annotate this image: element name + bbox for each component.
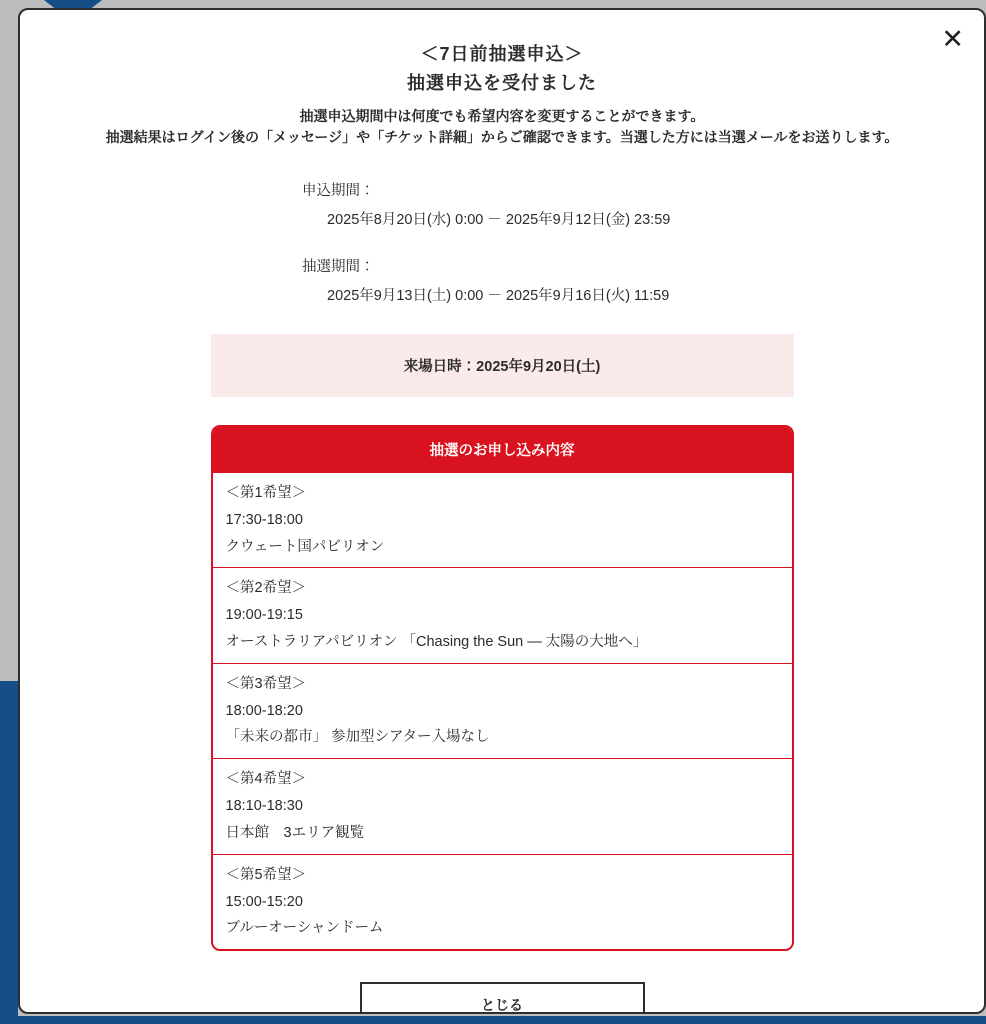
choice-name: 日本館 3エリア観覧	[225, 824, 365, 841]
modal-title	[20, 40, 984, 98]
list-item	[213, 758, 792, 853]
period-info	[302, 181, 702, 308]
application-period-label: 申込期間：	[302, 182, 375, 199]
choice-rank: ＜第3希望＞	[225, 675, 307, 692]
choice-rank: ＜第2希望＞	[225, 580, 307, 597]
choice-name: クウェート国パビリオン	[225, 538, 385, 555]
choice-time: 18:00-18:20	[225, 702, 303, 719]
background-blue-strip-bottom	[0, 1016, 986, 1024]
close-icon[interactable]: ✕	[941, 24, 964, 55]
visit-date-banner: 来場日時：2025年9月20日(土)	[211, 334, 794, 397]
description-line2: 抽選結果はログイン後の「メッセージ」や「チケット詳細」からご確認できます。当選した方には当選メールをお送りします。	[105, 129, 899, 146]
modal-title-line1: ＜7日前抽選申込＞	[420, 44, 584, 64]
modal-title-line2: 抽選申込を受付ました	[407, 72, 597, 93]
choice-rank: ＜第4希望＞	[225, 771, 307, 788]
choice-time: 15:00-15:20	[225, 893, 303, 910]
choice-time: 17:30-18:00	[225, 511, 303, 528]
application-period	[302, 181, 702, 232]
description-line1: 抽選申込期間中は何度でも希望内容を変更することができます。	[299, 107, 705, 124]
background-blue-strip-left	[0, 681, 18, 1024]
application-period-range: 2025年8月20日(水) 0:00 － 2025年9月12日(金) 23:59	[327, 211, 671, 228]
application-content-box	[211, 425, 794, 951]
choice-name: 「未来の都市」 参加型シアター入場なし	[225, 729, 490, 746]
list-item	[213, 854, 792, 949]
list-item	[213, 663, 792, 758]
lottery-period	[302, 257, 702, 308]
choice-name: ブルーオーシャンドーム	[225, 920, 384, 937]
choice-name: オーストラリアパビリオン 「Chasing the Sun ― 太陽の大地へ」	[225, 634, 648, 651]
list-item	[213, 567, 792, 662]
modal-description	[20, 106, 984, 149]
choice-time: 18:10-18:30	[225, 798, 303, 815]
lottery-period-range: 2025年9月13日(土) 0:00 － 2025年9月16日(火) 11:59	[327, 288, 670, 305]
list-item	[213, 472, 792, 567]
choice-rank: ＜第1希望＞	[225, 484, 307, 501]
close-modal-button[interactable]: とじる	[360, 982, 645, 1014]
lottery-application-modal	[18, 8, 986, 1014]
application-content-header: 抽選のお申し込み内容	[213, 427, 792, 472]
choice-time: 19:00-19:15	[225, 607, 303, 624]
choice-rank: ＜第5希望＞	[225, 866, 307, 883]
lottery-period-label: 抽選期間：	[302, 259, 375, 276]
